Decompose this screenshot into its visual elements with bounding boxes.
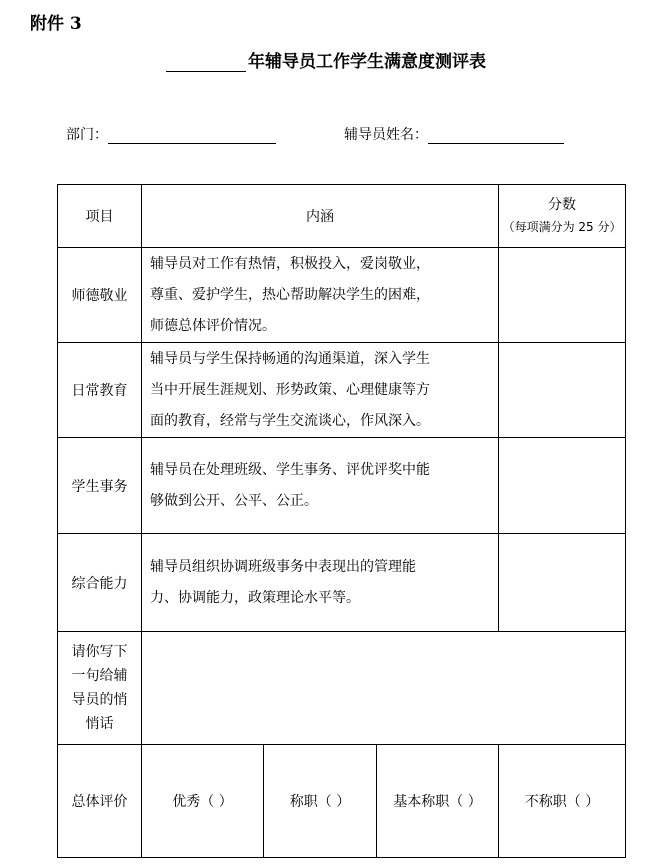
row-item: 学生事务 [58, 438, 142, 534]
wish-label [58, 632, 142, 745]
wish-input-area[interactable] [142, 632, 626, 745]
counselor-name-blank [428, 126, 564, 144]
wish-label-line: 导员的悄 [71, 692, 128, 708]
header-content: 内涵 [142, 185, 499, 248]
form-title-text: 年辅导员工作学生满意度测评表 [248, 52, 486, 72]
row-item: 日常教育 [58, 343, 142, 438]
content-line: 尊重、爱护学生，热心帮助解决学生的困难， [150, 286, 430, 303]
table-row [58, 343, 626, 438]
content-line: 辅导员与学生保持畅通的沟通渠道，深入学生 [150, 350, 430, 367]
header-item: 项目 [58, 185, 142, 248]
row-item: 综合能力 [58, 534, 142, 632]
counselor-name-label: 辅导员姓名： [344, 127, 428, 143]
header-score [499, 185, 626, 248]
form-title [166, 50, 486, 72]
table-header-row [58, 185, 626, 248]
content-line: 当中开展生涯规划、形势政策、心理健康等方 [150, 381, 430, 398]
content-line: 力、协调能力，政策理论水平等。 [150, 589, 360, 606]
header-score-label: 分数 [548, 197, 577, 213]
content-line: 辅导员组织协调班级事务中表现出的管理能 [150, 558, 416, 575]
option-competent[interactable]: 称职（ ） [264, 745, 377, 858]
evaluation-table [57, 184, 626, 858]
attachment-label: 附件 3 [30, 14, 82, 34]
option-basically-competent[interactable]: 基本称职（ ） [377, 745, 499, 858]
department-blank [108, 126, 276, 144]
table-row [58, 438, 626, 534]
wish-label-line: 悄话 [85, 716, 114, 732]
content-line: 够做到公开、公平、公正。 [150, 492, 318, 509]
content-line: 面的教育，经常与学生交流谈心，作风深入。 [150, 412, 430, 429]
wish-label-line: 一句给辅 [71, 668, 128, 684]
department-label: 部门： [66, 127, 108, 143]
department-field [66, 124, 276, 144]
content-line: 辅导员在处理班级、学生事务、评优评奖中能 [150, 461, 430, 478]
score-cell[interactable] [499, 438, 626, 534]
row-item: 师德敬业 [58, 248, 142, 343]
table-row [58, 248, 626, 343]
content-line: 辅导员对工作有热情，积极投入，爱岗敬业， [150, 255, 430, 272]
row-content [142, 534, 499, 632]
score-cell[interactable] [499, 534, 626, 632]
row-content [142, 248, 499, 343]
content-line: 师德总体评价情况。 [150, 317, 276, 334]
row-content [142, 438, 499, 534]
option-excellent[interactable]: 优秀（ ） [142, 745, 264, 858]
score-cell[interactable] [499, 248, 626, 343]
option-incompetent[interactable]: 不称职（ ） [499, 745, 626, 858]
overall-row [58, 745, 626, 858]
counselor-name-field [344, 124, 564, 144]
header-score-note: （每项满分为 25 分） [502, 220, 622, 234]
wish-row [58, 632, 626, 745]
overall-label: 总体评价 [58, 745, 142, 858]
score-cell[interactable] [499, 343, 626, 438]
table-row [58, 534, 626, 632]
wish-label-line: 请你写下 [71, 644, 128, 660]
year-blank [166, 51, 246, 72]
row-content [142, 343, 499, 438]
